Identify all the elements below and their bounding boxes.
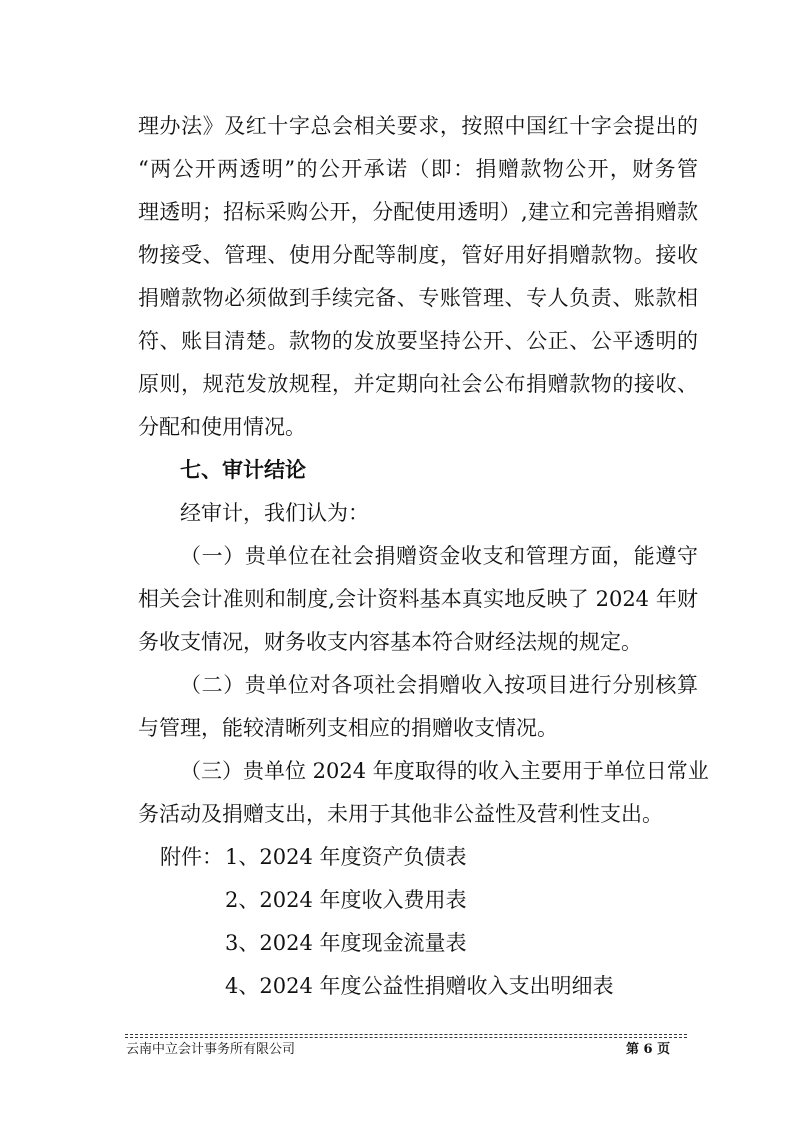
conclusion-line: 相关会计准则和制度,会计资料基本真实地反映了 2024 年财 (138, 587, 698, 611)
body-line: “两公开两透明”的公开承诺（即：捐赠款物公开，财务管 (138, 157, 698, 181)
attachment-item: 3、2024 年度现金流量表 (225, 931, 467, 955)
body-line: 物接受、管理、使用分配等制度，管好用好捐赠款物。接收 (138, 243, 698, 267)
page-number: 第 6 页 (626, 1042, 671, 1057)
attachments-label: 附件： (160, 845, 223, 869)
conclusion-line: 与管理，能较清晰列支相应的捐赠收支情况。 (138, 716, 558, 740)
conclusion-line: （三）贵单位 2024 年度取得的收入主要用于单位日常业 (180, 759, 709, 783)
attachment-item: 4、2024 年度公益性捐赠收入支出明细表 (225, 974, 614, 998)
body-line: 符、账目清楚。款物的发放要坚持公开、公正、公平透明的 (138, 329, 698, 353)
attachment-item: 2、2024 年度收入费用表 (225, 888, 467, 912)
body-line: 原则，规范发放规程，并定期向社会公布捐赠款物的接收、 (138, 372, 698, 396)
footer-divider (125, 1037, 687, 1038)
conclusion-line: （一）贵单位在社会捐赠资金收支和管理方面，能遵守 (180, 544, 698, 568)
intro-text: 经审计，我们认为： (180, 501, 369, 525)
footer-firm-name: 云南中立会计事务所有限公司 (126, 1042, 296, 1057)
footer-divider (125, 1034, 687, 1035)
body-line: 理办法》及红十字总会相关要求，按照中国红十字会提出的 (138, 114, 698, 138)
body-line: 分配和使用情况。 (138, 415, 306, 439)
attachment-item: 1、2024 年度资产负债表 (225, 845, 467, 869)
conclusion-line: 务收支情况，财务收支内容基本符合财经法规的规定。 (138, 630, 642, 654)
conclusion-line: 务活动及捐赠支出，未用于其他非公益性及营利性支出。 (138, 802, 663, 826)
body-line: 捐赠款物必须做到手续完备、专账管理、专人负责、账款相 (138, 286, 698, 310)
conclusion-line: （二）贵单位对各项社会捐赠收入按项目进行分别核算 (180, 673, 698, 697)
body-line: 理透明；招标采购公开，分配使用透明）,建立和完善捐赠款 (138, 200, 698, 224)
section-heading: 七、审计结论 (180, 457, 306, 482)
